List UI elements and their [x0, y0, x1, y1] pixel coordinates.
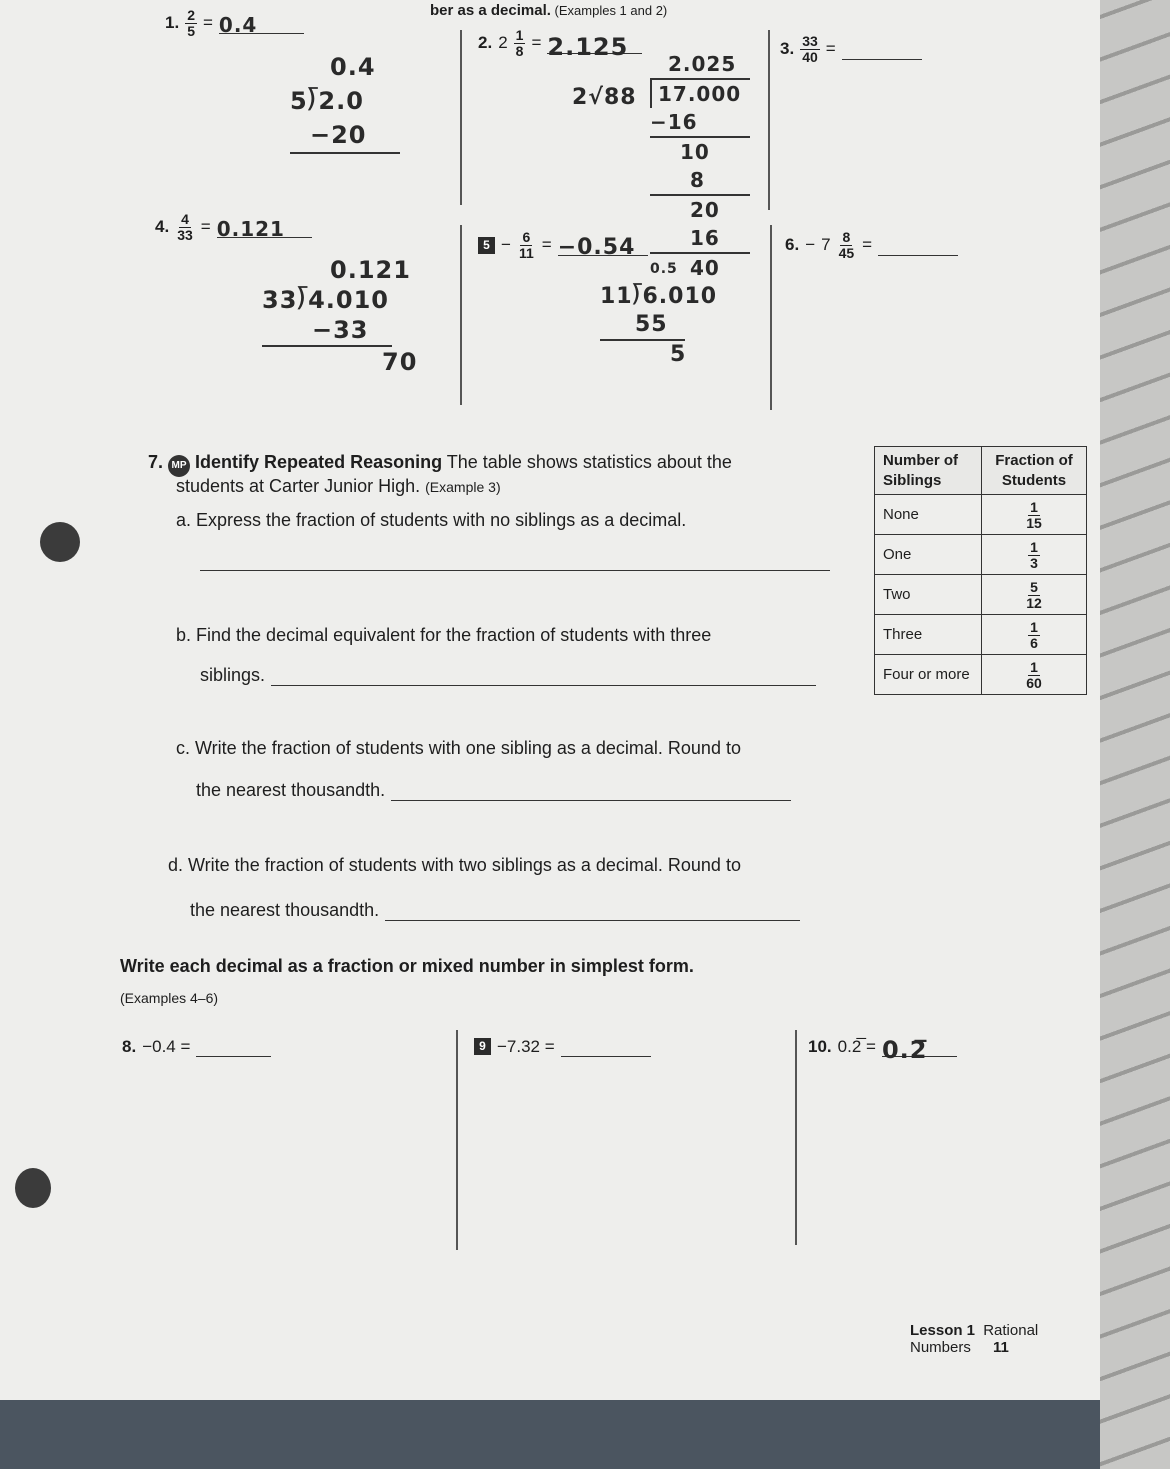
notebook-binding — [1100, 0, 1170, 1469]
question-7-intro: 7. MP Identify Repeated Reasoning The table shows statistics about the — [148, 452, 848, 477]
question-7c: c. Write the fraction of students with one sibling as a decimal. Round to — [176, 738, 741, 758]
answer-7c[interactable] — [391, 780, 791, 801]
answer-5[interactable]: −0.54 — [558, 235, 648, 256]
siblings-table — [874, 446, 1087, 695]
answer-3[interactable] — [842, 39, 922, 60]
problem-1: 1. $\frac{2}{5}$ = 0.4 — [165, 8, 304, 38]
section-2-examples: (Examples 4–6) — [120, 990, 219, 1006]
answer-7a[interactable] — [200, 550, 830, 571]
answer-7b[interactable] — [271, 665, 816, 686]
problem-10: 10. 0.2̅ = 0.2̅ — [808, 1036, 957, 1057]
question-7-intro-line2: students at Carter Junior High. (Example 3) — [176, 476, 501, 496]
problem-3: 3. $\frac{33}{40}$ = — [780, 34, 922, 64]
answer-8[interactable] — [196, 1036, 271, 1057]
problem-6: 6. − 7 $\frac{8}{45}$ = — [785, 230, 958, 260]
answer-7d[interactable] — [385, 900, 800, 921]
problem-4: 4. $\frac{4}{33}$ = 0.121 — [155, 212, 312, 242]
table-row: Four or more $\frac{1}{60}$ — [875, 655, 1087, 695]
table-header-fraction: Fraction of Students — [982, 447, 1087, 495]
question-7d-line2: the nearest thousandth. — [190, 900, 800, 921]
question-7c-line2: the nearest thousandth. — [196, 780, 791, 801]
background-surface — [0, 1400, 1100, 1469]
section-header: ber as a decimal. (Examples 1 and 2) — [430, 2, 668, 19]
answer-2[interactable]: 2.125 — [547, 33, 642, 54]
table-row: One $\frac{1}{3}$ — [875, 535, 1087, 575]
table-row: Two $\frac{5}{12}$ — [875, 575, 1087, 615]
section-2-title: Write each decimal as a fraction or mixed number in simplest form. — [120, 956, 694, 976]
work-4: 0.121 33⟌4.010 −33 70 — [262, 256, 418, 376]
problem-5: 5 − $\frac{6}{11}$ = −0.54 — [478, 230, 648, 260]
work-2b: 2.025 17.000 −16 10 8 20 16 40 — [650, 50, 750, 282]
work-5: 0.5 11⟌6.010 55 5 — [600, 261, 718, 367]
table-row: Three $\frac{1}{6}$ — [875, 615, 1087, 655]
answer-9[interactable] — [561, 1036, 651, 1057]
question-7b-line2: siblings. — [200, 665, 816, 686]
binder-hole — [15, 1168, 51, 1208]
table-header-siblings: Number of Siblings — [875, 447, 982, 495]
work-1: 0.4 5⟌2.0 −20 — [290, 50, 400, 154]
problem-8: 8. −0.4 = — [122, 1036, 271, 1057]
answer-1[interactable]: 0.4 — [219, 13, 304, 34]
answer-4[interactable]: 0.121 — [217, 217, 312, 238]
answer-10[interactable]: 0.2̅ — [882, 1036, 957, 1057]
question-7d: d. Write the fraction of students with two siblings as a decimal. Round to — [168, 855, 741, 875]
question-7a: a. Express the fraction of students with no siblings as a decimal. — [176, 510, 687, 530]
table-row: None $\frac{1}{15}$ — [875, 495, 1087, 535]
page-footer: Lesson 1 Rational Numbers 11 — [910, 1322, 1039, 1356]
binder-hole — [40, 522, 80, 562]
mp-badge-icon: MP — [168, 455, 190, 477]
problem-9: 9 −7.32 = — [474, 1036, 651, 1057]
answer-6[interactable] — [878, 235, 958, 256]
work-2a: 2√88 — [572, 85, 637, 110]
problem-2: 2. 2 $\frac{1}{8}$ = 2.125 — [478, 28, 642, 58]
question-7b: b. Find the decimal equivalent for the fraction of students with three — [176, 625, 712, 645]
